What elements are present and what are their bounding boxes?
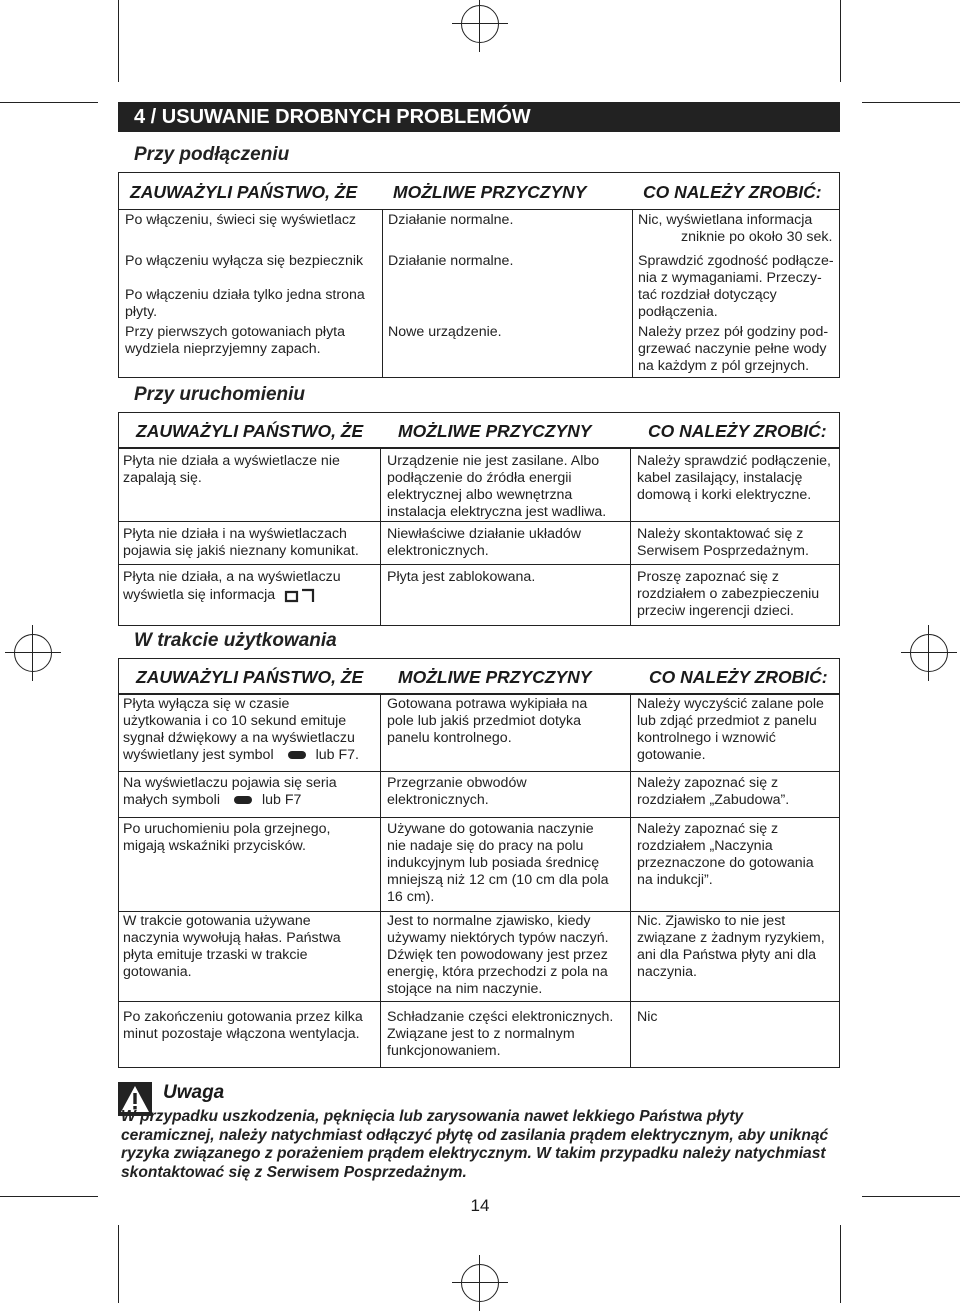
table-cell: Schładzanie części elektronicznych. Związane jest to z normalnym funkcjonowaniem. xyxy=(387,1009,614,1059)
header-col2: MOŻLIWE PRZYCZYNY xyxy=(398,421,592,441)
table-startup xyxy=(118,412,840,627)
header-col2: MOŻLIWE PRZYCZYNY xyxy=(393,182,587,202)
table-cell: Nowe urządzenie. xyxy=(388,324,502,340)
header-col1: ZAUWAŻYLI PAŃSTWO, ŻE xyxy=(136,667,364,687)
table-cell: Należy sprawdzić podłączenie, kabel zasilający, instalację domową i korki elektryczne. xyxy=(637,453,831,503)
table-cell: Po włączeniu, świeci się wyświetlacz xyxy=(125,212,357,228)
table-cell: Nic. Zjawisko to nie jest związane z żadnym ryzykiem, ani dla Państwa płyty ani dla naczynia. xyxy=(637,913,825,980)
crop-mark xyxy=(0,102,98,103)
table-cell: Przy pierwszych gotowaniach płyta wydziela nieprzyjemny zapach. xyxy=(125,324,346,357)
table-cell: Płyta nie działa, a na wyświetlaczu wyświetla się informacja xyxy=(123,569,341,603)
table-cell: Płyta jest zablokowana. xyxy=(387,569,536,585)
table-cell: Urządzenie nie jest zasilane. Albo podłączenie do źródła energii elektrycznej albo wewnętrzna instalacja elektryczna jest wadliwa. xyxy=(387,453,607,520)
table-cell: Proszę zapoznać się z rozdziałem o zabezpieczeniu przeciw ingerencji dzieci. xyxy=(637,569,820,619)
section-title-usage: W trakcie użytkowania xyxy=(134,630,337,651)
table-cell: Gotowana potrawa wykipiała na pole lub jakiś przedmiot dotyka panelu kontrolnego. xyxy=(387,696,588,746)
header-col3: CO NALEŻY ZROBIĆ: xyxy=(649,667,828,687)
crop-mark xyxy=(118,0,119,82)
lock-display-icon xyxy=(283,586,317,604)
crop-mark xyxy=(840,0,841,82)
hot-symbol-icon xyxy=(234,796,252,804)
table-cell: Należy skontaktować się z Serwisem Posprzedażnym. xyxy=(637,526,809,559)
registration-mark xyxy=(461,1264,499,1302)
table-header xyxy=(119,173,839,210)
table-cell: Niewłaściwe działanie układów elektronicznych. xyxy=(387,526,581,559)
table-cell: Należy zapoznać się z rozdziałem „Naczynia przeznaczone do gotowania na indukcji”. xyxy=(637,821,814,888)
header-col1: ZAUWAŻYLI PAŃSTWO, ŻE xyxy=(130,182,358,202)
table-cell: Działanie normalne. xyxy=(388,212,514,228)
table-cell: Na wyświetlaczu pojawia się seria małych symboli lub F7 xyxy=(123,775,337,808)
table-cell: Przegrzanie obwodów elektronicznych. xyxy=(387,775,527,808)
table-cell: Po zakończeniu gotowania przez kilka minut pozostaje włączona wentylacja. xyxy=(123,1009,363,1042)
table-connection xyxy=(118,172,840,378)
table-cell: Należy wyczyścić zalane pole lub zdjąć przedmiot z panelu kontrolnego i wznowić gotowanie. xyxy=(637,696,824,763)
table-cell: Nic xyxy=(637,1009,658,1025)
table-cell: W trakcie gotowania używane naczynia wywołują hałas. Państwa płyta emituje trzaski w trakcie gotowania. xyxy=(123,913,341,980)
table-cell: Płyta nie działa i na wyświetlaczach pojawia się jakiś nieznany komunikat. xyxy=(123,526,359,559)
header-col1: ZAUWAŻYLI PAŃSTWO, ŻE xyxy=(136,421,364,441)
crop-mark xyxy=(840,1225,841,1303)
header-col2: MOŻLIWE PRZYCZYNY xyxy=(398,667,592,687)
table-usage xyxy=(118,658,840,1068)
registration-mark xyxy=(910,634,948,672)
registration-mark xyxy=(14,634,52,672)
crop-mark xyxy=(862,102,960,103)
registration-mark xyxy=(461,5,499,43)
hot-symbol-icon xyxy=(288,751,306,759)
table-cell: Płyta nie działa a wyświetlacze nie zapalają się. xyxy=(123,453,340,486)
warning-text: W przypadku uszkodzenia, pęknięcia lub zarysowania nawet lekkiego Państwa płyty ceramicznej, należy natychmiast odłączyć płytę od zasilania prądem elektrycznym, aby uniknąć ryzyka związanego z porażeniem prądem elektrycznym. W takim przypadku należy natychmiast skontaktować się z Serwisem Posprzedażnym. xyxy=(121,1108,829,1181)
table-cell: Używane do gotowania naczynie nie nadaje się do pracy na polu indukcyjnym lub posiada średnicę mniejszą niż 12 cm (10 cm dla pola 16 cm). xyxy=(387,821,609,905)
section-title-startup: Przy uruchomieniu xyxy=(134,384,306,405)
table-cell: Sprawdzić zgodność podłącze- nia z wymaganiami. Przeczy- tać rozdział dotyczący podłączenia. xyxy=(638,253,834,320)
crop-mark xyxy=(118,1225,119,1303)
table-cell: Należy zapoznać się z rozdziałem „Zabudowa”. xyxy=(637,775,790,808)
page-title: 4 / USUWANIE DROBNYCH PROBLEMÓW xyxy=(118,102,840,132)
table-cell: Działanie normalne. xyxy=(388,253,514,269)
table-cell: Jest to normalne zjawisko, kiedy używamy niektórych typów naczyń. Dźwięk ten powodowany jest przez energię, która przechodzi z pola na stojące na nim naczynie. xyxy=(387,913,609,997)
header-col3: CO NALEŻY ZROBIĆ: xyxy=(643,182,822,202)
page-number: 14 xyxy=(470,1196,490,1215)
table-cell: Po uruchomieniu pola grzejnego, migają wskaźniki przycisków. xyxy=(123,821,331,854)
table-cell: Płyta wyłącza się w czasie użytkowania i co 10 sekund emituje sygnał dźwiękowy a na wyświetlaczu wyświetlany jest symbol lub F7. xyxy=(123,696,359,763)
warning-title: Uwaga xyxy=(163,1082,225,1103)
table-cell: Nic, wyświetlana informacja zniknie po około 30 sek. xyxy=(638,212,833,245)
section-title-connection: Przy podłączeniu xyxy=(134,144,290,165)
header-col3: CO NALEŻY ZROBIĆ: xyxy=(648,421,827,441)
table-cell: Należy przez pół godziny pod- grzewać naczynie pełne wody na każdym z pól grzejnych. xyxy=(638,324,829,374)
table-cell: Po włączeniu wyłącza się bezpiecznik Po włączeniu działa tylko jedna strona płyty. xyxy=(125,253,365,320)
